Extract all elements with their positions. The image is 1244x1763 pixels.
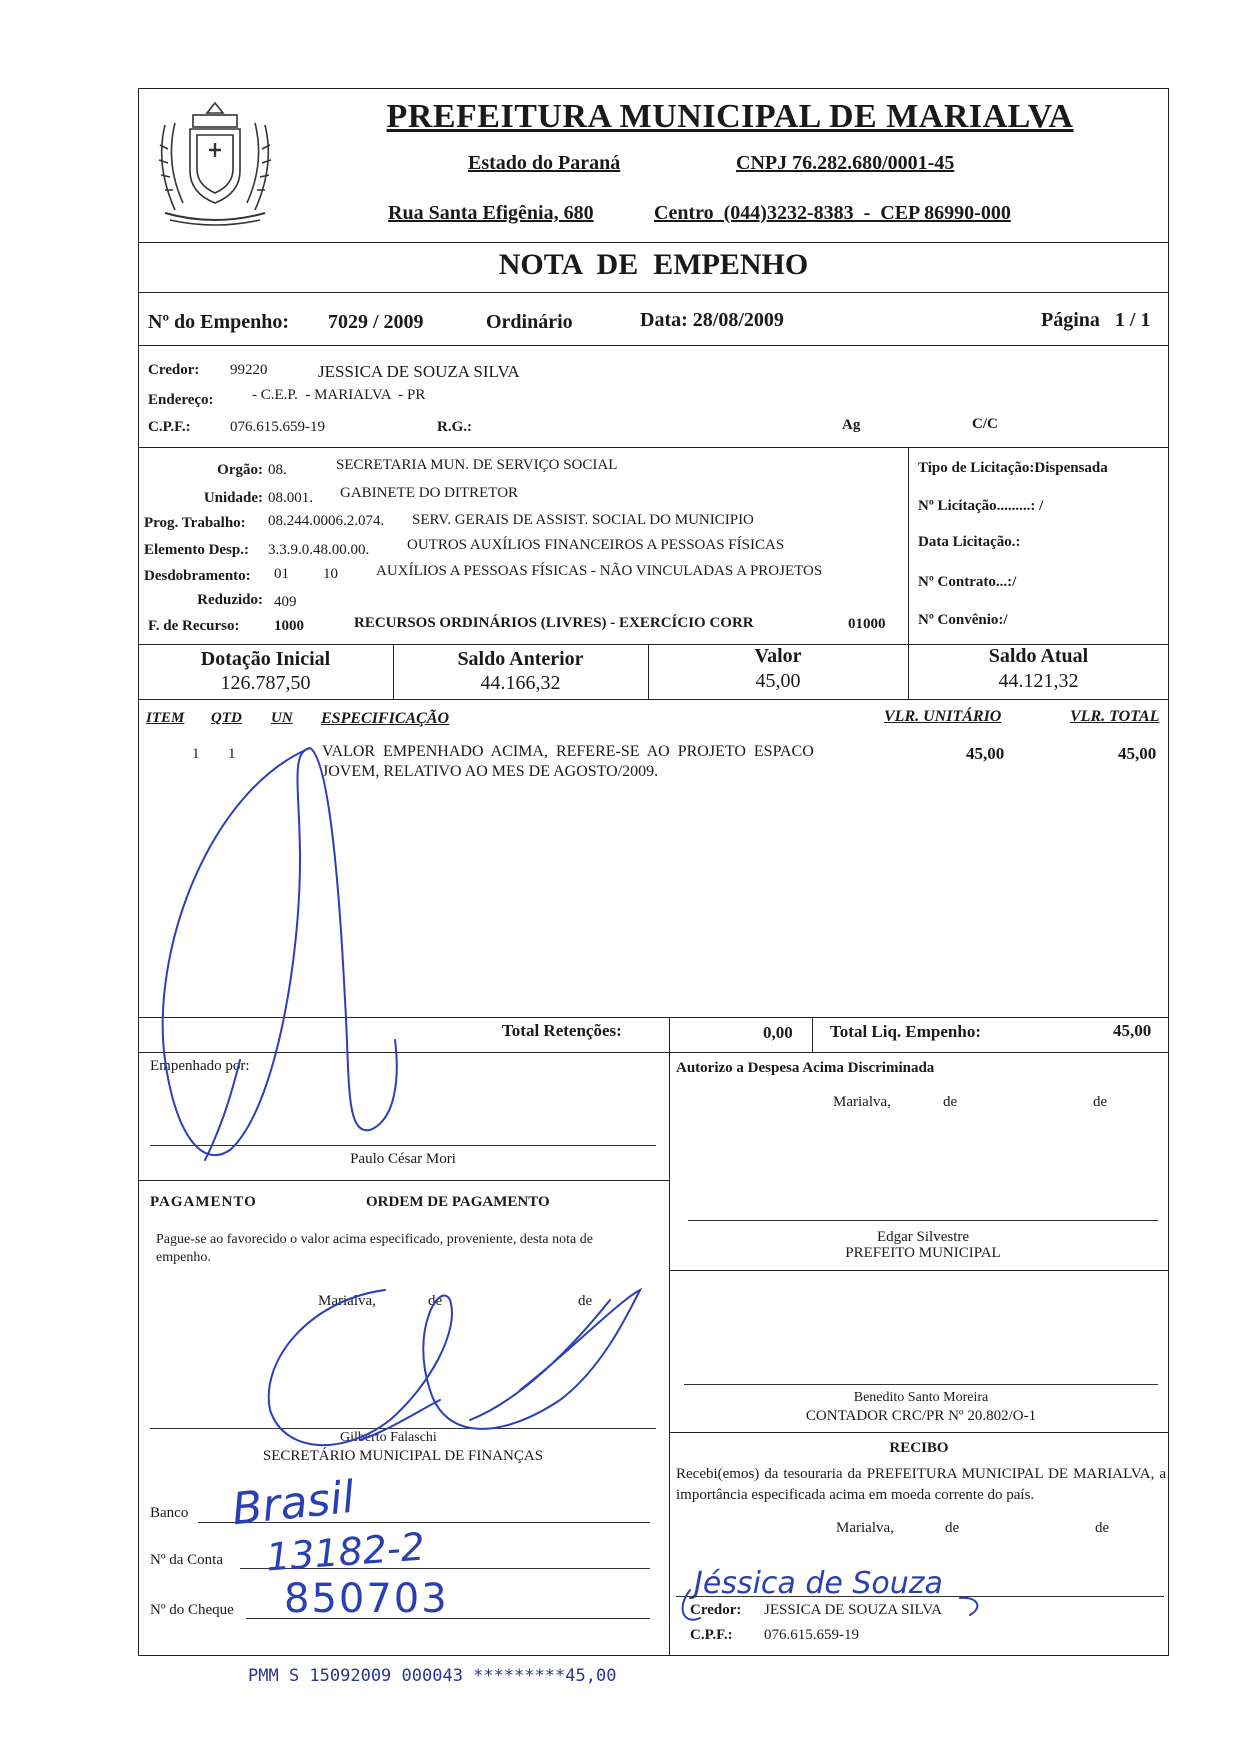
convenio-numero: Nº Convênio:/ [918,612,1008,628]
empenho-label: Nº do Empenho: [148,311,290,333]
credor-label: Credor: [148,362,200,378]
contador-name: Benedito Santo Moreira [853,1390,989,1405]
divider-vertical [812,1017,813,1053]
divider [669,1270,1169,1271]
divider-vertical [908,447,909,652]
cheque-handwritten: 850703 [284,1576,449,1622]
empenhado-name: Paulo César Mori [350,1151,456,1167]
saldo-anterior-value: 44.166,32 [480,672,561,694]
recibo-de-1: de [945,1520,960,1536]
desdobramento-b: 10 [323,566,338,582]
valor-label: Valor [754,645,802,667]
signature-line [684,1384,1158,1385]
recurso-code: 1000 [274,618,304,634]
divider [138,242,1169,243]
divider [138,345,1169,346]
orgao-label: Orgão: [217,462,263,478]
col-un: UN [271,710,293,726]
divider [138,1017,1169,1018]
item-description-line1: VALOR EMPENHADO ACIMA, REFERE-SE AO PROJETO ESPACO [322,743,814,760]
contrato-numero: Nº Contrato...:/ [918,574,1017,590]
divider-vertical [669,1052,670,1656]
saldo-atual-label: Saldo Atual [988,645,1089,667]
divider [138,447,1169,448]
recurso-desc: RECURSOS ORDINÁRIOS (LIVRES) - EXERCÍCIO CORR [354,615,754,631]
prefeito-title: PREFEITO MUNICIPAL [845,1245,1001,1261]
agency-label: Ag [842,417,861,433]
pagamento-label: PAGAMENTO [150,1194,257,1210]
page-number: Página 1 / 1 [1041,309,1151,331]
recibo-credor-name: JESSICA DE SOUZA SILVA [764,1602,942,1618]
empenho-number: 7029 / 2009 [328,311,424,333]
empenho-date: Data: 28/08/2009 [640,309,784,331]
banco-handwritten: Brasil [229,1471,357,1536]
secretario-name: Gilberto Falaschi [340,1430,437,1445]
conta-handwritten: 13182-2 [264,1524,427,1580]
reduzido-value: 409 [274,594,297,610]
item-quantity: 1 [228,746,236,762]
cheque-label: Nº do Cheque [150,1602,234,1618]
municipality-title: PREFEITURA MUNICIPAL DE MARIALVA [386,98,1074,135]
divider [669,1432,1169,1433]
reduzido-label: Reduzido: [197,592,263,608]
col-especificacao: ESPECIFICAÇÃO [321,710,450,727]
cpf-label: C.P.F.: [148,419,191,435]
pagamento-de-2: de [578,1293,593,1309]
state-name: Estado do Paraná [468,152,621,174]
col-qtd: QTD [211,710,242,726]
total-retencoes-label: Total Retenções: [502,1021,622,1040]
divider [138,1180,669,1181]
recurso-label: F. de Recurso: [148,618,240,634]
col-item: ITEM [146,710,185,726]
prog-label: Prog. Trabalho: [144,515,246,531]
unidade-code: 08.001. [268,490,313,506]
recipient-signature: Jéssica de Souza [694,1566,943,1601]
elemento-desc: OUTROS AUXÍLIOS FINANCEIROS A PESSOAS FÍSICAS [407,537,785,553]
total-liquido-value: 45,00 [1113,1021,1152,1040]
autorizo-de-1: de [943,1094,958,1110]
divider-vertical [669,1017,670,1053]
orgao-code: 08. [268,462,287,478]
desdobramento-desc: AUXÍLIOS A PESSOAS FÍSICAS - NÃO VINCULADAS A PROJETOS [376,563,823,579]
recibo-title: RECIBO [889,1440,949,1456]
cpf-value: 076.615.659-19 [230,419,325,435]
recibo-credor-label: Credor: [690,1602,742,1618]
rg-label: R.G.: [437,419,472,435]
credor-code: 99220 [230,362,268,378]
elemento-label: Elemento Desp.: [144,542,249,558]
cnpj: CNPJ 76.282.680/0001-45 [736,152,955,174]
recibo-cpf-label: C.P.F.: [690,1627,733,1643]
dotacao-inicial-value: 126.787,50 [220,672,311,694]
col-vlr-unitario: VLR. UNITÁRIO [884,708,1002,725]
conta-label: Nº da Conta [150,1552,223,1568]
crest-icon [145,95,285,230]
col-vlr-total: VLR. TOTAL [1070,708,1160,725]
desdobramento-label: Desdobramento: [144,568,251,584]
recurso-number: 01000 [848,616,886,632]
recibo-de-2: de [1095,1520,1110,1536]
secretario-title: SECRETÁRIO MUNICIPAL DE FINANÇAS [262,1448,544,1464]
banco-label: Banco [150,1505,189,1521]
recibo-cpf-value: 076.615.659-19 [764,1627,859,1643]
pagamento-de-1: de [428,1293,443,1309]
signature-line [150,1145,656,1146]
licitacao-tipo: Tipo de Licitação:Dispensada [918,460,1108,476]
item-description-line2: JOVEM, RELATIVO AO MES DE AGOSTO/2009. [322,763,659,780]
endereco-value: - C.E.P. - MARIALVA - PR [252,387,426,403]
autorizo-de-2: de [1093,1094,1108,1110]
signature-line [676,1596,1164,1597]
recibo-place: Marialva, [836,1520,894,1536]
item-number: 1 [192,746,200,762]
credor-name: JESSICA DE SOUZA SILVA [318,362,520,381]
prefeito-name: Edgar Silvestre [876,1229,970,1245]
document-title: NOTA DE EMPENHO [498,248,809,281]
pagamento-text: Pague-se ao favorecido o valor acima especificado, proveniente, desta nota de empenho. [156,1232,593,1265]
empenho-type: Ordinário [486,311,573,333]
autorizo-place: Marialva, [833,1094,891,1110]
dotacao-inicial-label: Dotação Inicial [200,648,331,670]
valor-value: 45,00 [755,670,801,692]
address-street: Rua Santa Efigênia, 680 [388,202,594,224]
signature-line [150,1428,656,1429]
unidade-label: Unidade: [203,490,263,506]
prog-code: 08.244.0006.2.074. [268,513,385,529]
endereco-label: Endereço: [148,392,214,408]
pagamento-place: Marialva, [318,1293,376,1309]
divider [138,1052,1169,1053]
elemento-code: 3.3.9.0.48.00.00. [268,542,370,558]
unidade-desc: GABINETE DO DITRETOR [340,485,519,501]
divider [138,292,1169,293]
autorizo-label: Autorizo a Despesa Acima Discriminada [676,1060,935,1076]
empenhado-label: Empenhado por: [150,1058,250,1074]
signature-line [688,1220,1158,1221]
total-retencoes-value: 0,00 [763,1023,793,1042]
ordem-pagamento-label: ORDEM DE PAGAMENTO [366,1194,550,1210]
processing-stamp: PMM S 15092009 000043 *********45,00 [248,1666,617,1686]
saldo-anterior-label: Saldo Anterior [457,648,584,670]
address-contact: Centro (044)3232-8383 - CEP 86990-000 [654,202,1011,224]
item-unit-value: 45,00 [966,744,1005,763]
orgao-desc: SECRETARIA MUN. DE SERVIÇO SOCIAL [336,457,618,473]
licitacao-numero: Nº Licitação.........: / [918,498,1044,514]
recibo-text: Recebi(emos) da tesouraria da PREFEITURA MUNICIPAL DE MARIALVA, a importância especificada acima em moeda corrente do país. [676,1466,1166,1503]
item-total-value: 45,00 [1118,744,1157,763]
total-liquido-label: Total Liq. Empenho: [830,1022,981,1041]
saldo-atual-value: 44.121,32 [998,670,1079,692]
prog-desc: SERV. GERAIS DE ASSIST. SOCIAL DO MUNICIPIO [412,512,754,528]
desdobramento-a: 01 [274,566,289,582]
contador-title: CONTADOR CRC/PR Nº 20.802/O-1 [805,1408,1037,1424]
account-label: C/C [972,416,998,432]
licitacao-data: Data Licitação.: [918,534,1021,550]
